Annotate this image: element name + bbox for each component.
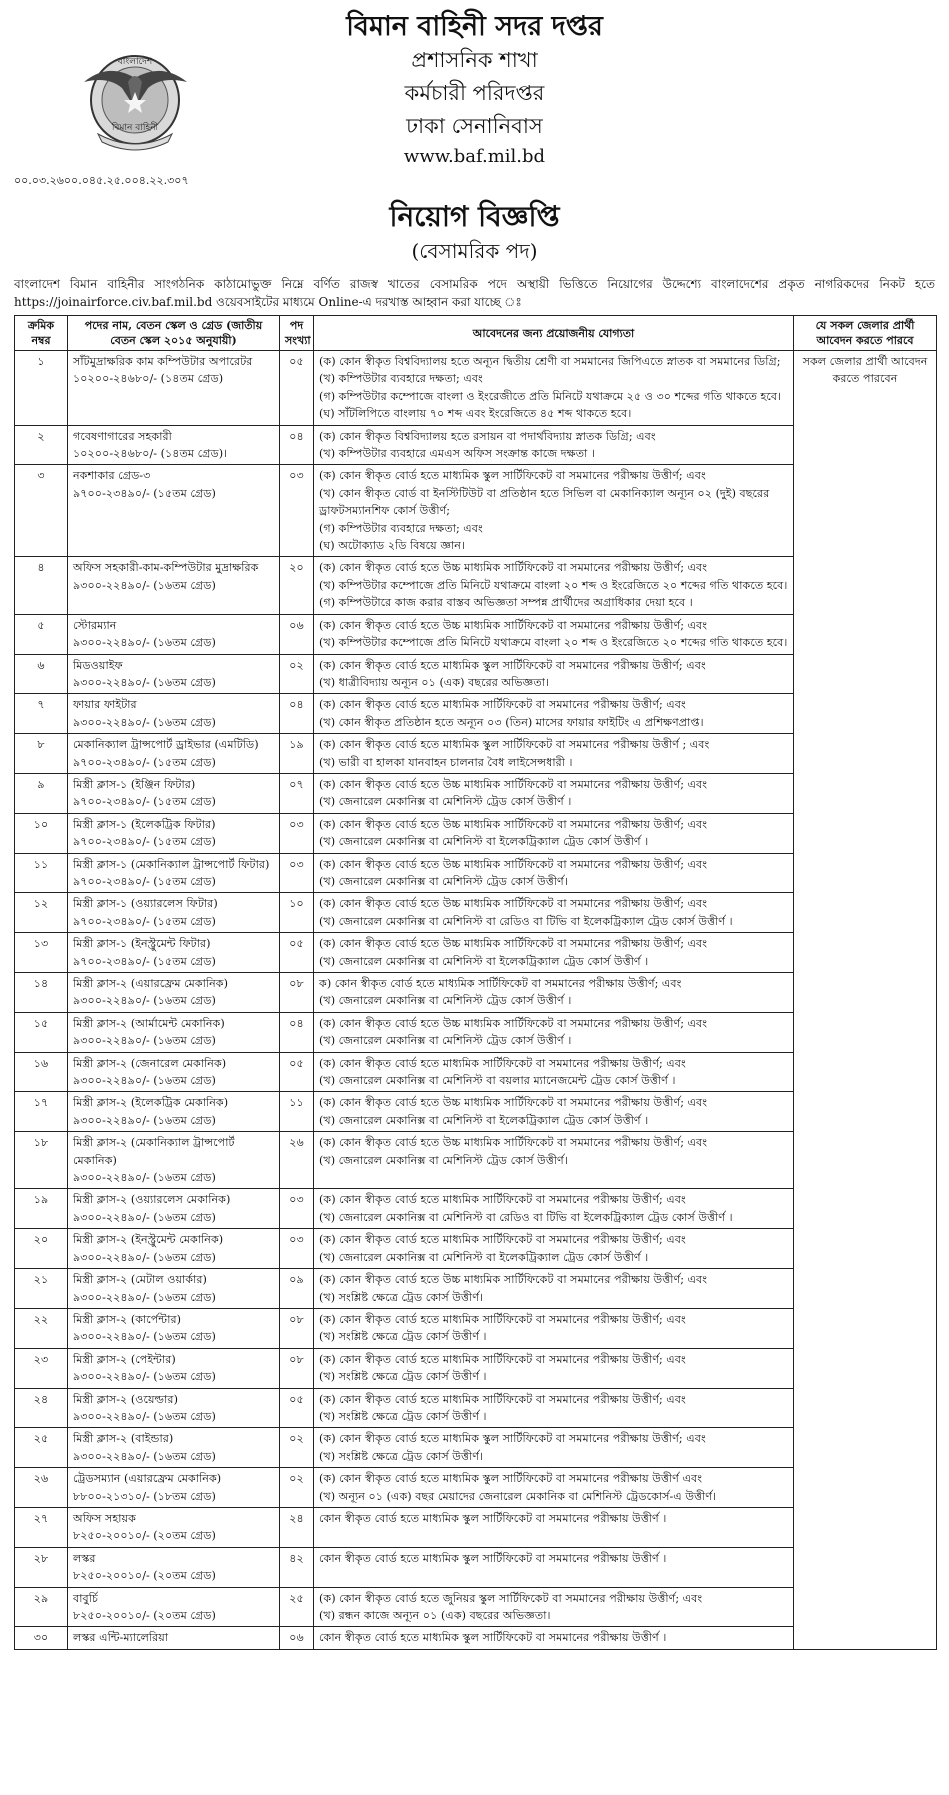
table-header-row — [15, 316, 937, 351]
post-cell — [68, 933, 280, 973]
qualification-line: (খ) জেনারেল মেকানিক্স বা মেশিনিস্ট ট্রেড কোর্স উত্তীর্ণ। — [319, 874, 568, 888]
post-cell — [68, 1189, 280, 1229]
post-count-cell: ০৫ — [280, 1052, 314, 1092]
post-count-cell: ০৩ — [280, 853, 314, 893]
post-cell — [68, 1428, 280, 1468]
qualification-line: (ক) কোন স্বীকৃত বোর্ড হতে মাধ্যমিক সার্টিফিকেট বা সমমানের পরীক্ষায় উত্তীর্ণ; এবং — [319, 1352, 686, 1366]
qualification-line: (খ) কম্পিউটার ব্যবহারে দক্ষতা; এবং — [319, 372, 483, 386]
post-count-cell: ২৪ — [280, 1507, 314, 1547]
qualification-line: (খ) জেনারেল মেকানিক্স বা মেশিনিস্ট ট্রেড কোর্স উত্তীর্ণ । — [319, 994, 572, 1008]
post-name: মিস্ত্রী ক্লাস-২ (ওয়্যারলেস মেকানিক) — [73, 1193, 231, 1207]
qualification-line: (খ) জেনারেল মেকানিক্স বা মেশিনিস্ট বা ইলেকট্রিক্যাল ট্রেড কোর্স উত্তীর্ণ । — [319, 1250, 649, 1264]
qualification-line: (গ) কম্পিউটার কম্পোজে বাংলা ও ইংরেজীতে প্রতি মিনিটে যথাক্রমে ২৫ ও ৩০ শব্দের গতি থাকতে হবে। — [319, 389, 782, 403]
qualification-line: (গ) কম্পিউটারে কাজ করার বাস্তব অভিজ্ঞতা সম্পন্ন প্রার্থীদের অগ্রাধিকার দেয়া হবে । — [319, 596, 693, 610]
memo-number: ০০.০৩.২৬০০.০৪৫.২৫.০০৪.২২.৩০৭ — [14, 174, 189, 187]
post-cell — [68, 465, 280, 557]
post-count-cell: ০৪ — [280, 425, 314, 465]
qualification-line: (ক) কোন স্বীকৃত বিশ্ববিদ্যালয় হতে রসায়ন বা পদার্থবিদ্যায় স্নাতক ডিগ্রি; এবং — [319, 429, 656, 443]
post-count-cell: ০৩ — [280, 1229, 314, 1269]
pay-scale: ৯৭০০-২৩৪৯০/- (১৫তম গ্রেড) — [73, 795, 216, 809]
qualification-line: (ক) কোন স্বীকৃত বোর্ড হতে মাধ্যমিক সার্টিফিকেট বা সমমানের পরীক্ষায় উত্তীর্ণ; এবং — [319, 1392, 686, 1406]
qualification-line: কোন স্বীকৃত বোর্ড হতে মাধ্যমিক স্কুল সার্টিফিকেট বা সমমানের পরীক্ষায় উত্তীর্ণ । — [319, 1631, 667, 1645]
post-count-cell: ০৮ — [280, 1308, 314, 1348]
serial-cell: ১১ — [15, 853, 68, 893]
serial-cell: ১৬ — [15, 1052, 68, 1092]
post-cell — [68, 1507, 280, 1547]
post-count-cell: ০২ — [280, 1468, 314, 1508]
post-name: মিস্ত্রী ক্লাস-২ (মেকানিক্যাল ট্রান্সপোর্ট মেকানিক) — [73, 1136, 235, 1167]
post-cell — [68, 813, 280, 853]
qualification-line: (খ) কম্পিউটার কম্পোজে প্রতি মিনিটে যথাক্রমে বাংলা ২০ শব্দ ও ইংরেজিতে ২০ শব্দের গতি থাকতে হবে। — [319, 636, 788, 650]
qualification-line: কোন স্বীকৃত বোর্ড হতে মাধ্যমিক স্কুল সার্টিফিকেট বা সমমানের পরীক্ষায় উত্তীর্ণ । — [319, 1551, 667, 1565]
serial-cell: ১০ — [15, 813, 68, 853]
post-count-cell: ০৩ — [280, 465, 314, 557]
post-cell — [68, 557, 280, 614]
qualification-cell — [314, 1189, 794, 1229]
post-name: মিস্ত্রী ক্লাস-২ (ইনস্ট্রুমেন্ট মেকানিক) — [73, 1233, 224, 1247]
post-cell — [68, 1012, 280, 1052]
posts-table — [14, 315, 937, 1650]
qualification-cell — [314, 973, 794, 1013]
qualification-line: (খ) ধাত্রীবিদ্যায় অন্যূন ০১ (এক) বছরের অভিজ্ঞতা। — [319, 675, 550, 689]
post-cell — [68, 1269, 280, 1309]
post-count-cell: ০৮ — [280, 1348, 314, 1388]
post-cell — [68, 614, 280, 654]
serial-cell: ২৪ — [15, 1388, 68, 1428]
post-cell — [68, 1132, 280, 1189]
post-name: মিস্ত্রী ক্লাস-২ (আর্মামেন্ট মেকানিক) — [73, 1016, 225, 1030]
post-name: সাঁটমুদ্রাক্ষরিক কাম কম্পিউটার অপারেটর — [73, 355, 253, 368]
qualification-line: (খ) সংশ্লিষ্ট ক্ষেত্রে ট্রেড কোর্স উত্তীর্ণ। — [319, 1290, 483, 1304]
pay-scale: ৯৩০০-২২৪৯০/- (১৬তম গ্রেড) — [73, 1330, 216, 1344]
pay-scale: ৯৩০০-২২৪৯০/- (১৬তম গ্রেড) — [73, 675, 216, 689]
post-count-cell: ০৬ — [280, 1627, 314, 1649]
qualification-line: (খ) জেনারেল মেকানিক্স বা মেশিনিস্ট বা ইলেকট্রিক্যাল ট্রেড কোর্স উত্তীর্ণ । — [319, 1113, 649, 1127]
qualification-line: (ক) কোন স্বীকৃত বোর্ড হতে উচ্চ মাধ্যমিক সার্টিফিকেট বা সমমানের পরীক্ষায় উত্তীর্ণ; এবং — [319, 1273, 708, 1287]
qualification-line: (খ) সংশ্লিষ্ট ক্ষেত্রে ট্রেড কোর্স উত্তীর্ণ । — [319, 1330, 487, 1344]
post-count-cell: ০৭ — [280, 773, 314, 813]
org-branch: প্রশাসনিক শাখা — [411, 48, 538, 72]
post-name: লস্কর — [73, 1551, 96, 1565]
serial-cell: ৭ — [15, 694, 68, 734]
post-name: বাবুর্চি — [73, 1591, 98, 1605]
post-name: মিস্ত্রী ক্লাস-২ (জেনারেল মেকানিক) — [73, 1056, 227, 1070]
qualification-line: (খ) জেনারেল মেকানিক্স বা মেশিনিস্ট বা ইলেকট্রিক্যাল ট্রেড কোর্স উত্তীর্ণ । — [319, 954, 649, 968]
post-count-cell: ০২ — [280, 1428, 314, 1468]
qualification-cell — [314, 614, 794, 654]
post-name: মেকানিক্যাল ট্রান্সপোর্ট ড্রাইভার (এমটিডি) — [73, 738, 259, 752]
post-count-cell: ১১ — [280, 1092, 314, 1132]
post-name: মিস্ত্রী ক্লাস-২ (ইলেকট্রিক মেকানিক) — [73, 1096, 229, 1110]
pay-scale: ৮২৫০-২০০১০/- (২০তম গ্রেড) — [73, 1529, 216, 1543]
pay-scale: ৯৩০০-২২৪৯০/- (১৬তম গ্রেড) — [73, 1449, 216, 1463]
serial-cell: ১৭ — [15, 1092, 68, 1132]
post-cell — [68, 1587, 280, 1627]
qualification-line: (ক) কোন স্বীকৃত বোর্ড হতে উচ্চ মাধ্যমিক সার্টিফিকেট বা সমমানের পরীক্ষায় উত্তীর্ণ; এবং — [319, 618, 708, 632]
post-name: স্টোরম্যান — [73, 618, 117, 632]
post-count-cell: ০৫ — [280, 1388, 314, 1428]
post-name: মিস্ত্রী ক্লাস-২ (কার্পেন্টার) — [73, 1312, 181, 1326]
pay-scale: ৮২৫০-২০০১০/- (২০তম গ্রেড) — [73, 1609, 216, 1622]
qualification-cell — [314, 1587, 794, 1627]
qualification-line: (খ) জেনারেল মেকানিক্স বা মেশিনিস্ট বা রেডিও বা টিভি বা ইলেকট্রিক্যাল ট্রেড কোর্স উত্তীর্ণ । — [319, 1210, 733, 1224]
pay-scale: ৯৩০০-২২৪৯০/- (১৬তম গ্রেড) — [73, 1210, 216, 1224]
post-count-cell: ০৫ — [280, 933, 314, 973]
post-count-cell: ১০ — [280, 893, 314, 933]
qualification-cell — [314, 1348, 794, 1388]
post-cell — [68, 654, 280, 694]
pay-scale: ৯৭০০-২৩৪৯০/- (১৫তম গ্রেড) — [73, 486, 216, 500]
serial-cell: ২৭ — [15, 1507, 68, 1547]
post-cell — [68, 1388, 280, 1428]
qualification-line: ক) কোন স্বীকৃত বোর্ড হতে মাধ্যমিক সার্টিফিকেট বা সমমানের পরীক্ষায় উত্তীর্ণ; এবং — [319, 977, 682, 990]
org-website: www.baf.mil.bd — [403, 146, 546, 167]
qualification-line: (গ) কম্পিউটার ব্যবহারে দক্ষতা; এবং — [319, 521, 483, 535]
post-name: মিস্ত্রী ক্লাস-১ (ইলেকট্রিক ফিটার) — [73, 817, 216, 831]
post-cell — [68, 351, 280, 426]
post-count-cell: ০৪ — [280, 694, 314, 734]
pay-scale: ৯৩০০-২২৪৯০/- (১৬তম গ্রেড) — [73, 715, 216, 729]
post-name: মিস্ত্রী ক্লাস-১ (ইনস্ট্রুমেন্ট ফিটার) — [73, 937, 211, 951]
qualification-line: (ক) কোন স্বীকৃত বোর্ড হতে মাধ্যমিক সার্টিফিকেট বা সমমানের পরীক্ষায় উত্তীর্ণ; এবং — [319, 1312, 686, 1326]
pay-scale: ৯৭০০-২৩৪৯০/- (১৫তম গ্রেড) — [73, 874, 216, 888]
qualification-line: (ক) কোন স্বীকৃত বোর্ড হতে মাধ্যমিক সার্টিফিকেট বা সমমানের পরীক্ষায় উত্তীর্ণ; এবং — [319, 1056, 686, 1070]
pay-scale: ৯৩০০-২২৪৯০/- (১৬তম গ্রেড) — [73, 1250, 216, 1264]
serial-cell: ২১ — [15, 1269, 68, 1309]
serial-cell: ২৯ — [15, 1587, 68, 1627]
qualification-cell — [314, 1052, 794, 1092]
serial-cell: ২০ — [15, 1229, 68, 1269]
post-count-cell: ০৩ — [280, 813, 314, 853]
qualification-line: (ক) কোন স্বীকৃত বোর্ড হতে উচ্চ মাধ্যমিক সার্টিফিকেট বা সমমানের পরীক্ষায় উত্তীর্ণ; এবং — [319, 777, 708, 791]
serial-cell: ১৪ — [15, 973, 68, 1013]
serial-cell: ২২ — [15, 1308, 68, 1348]
qualification-cell — [314, 1627, 794, 1649]
header-count: পদ সংখ্যা — [280, 316, 314, 351]
post-cell — [68, 1052, 280, 1092]
table-body — [15, 351, 937, 1650]
qualification-line: (ক) কোন স্বীকৃত বোর্ড হতে মাধ্যমিক স্কুল সার্টিফিকেট বা সমমানের পরীক্ষায় উত্তীর্ণ ; এবং — [319, 738, 710, 752]
qualification-cell — [314, 1229, 794, 1269]
qualification-cell — [314, 734, 794, 774]
notice-subtitle: (বেসামরিক পদ) — [411, 239, 538, 263]
qualification-cell — [314, 694, 794, 734]
qualification-line: (ক) কোন স্বীকৃত বোর্ড হতে উচ্চ মাধ্যমিক সার্টিফিকেট বা সমমানের পরীক্ষায় উত্তীর্ণ; এবং — [319, 817, 708, 831]
post-cell — [68, 1308, 280, 1348]
pay-scale: ৯৩০০-২২৪৯০/- (১৬তম গ্রেড) — [73, 1113, 216, 1127]
serial-cell: ৯ — [15, 773, 68, 813]
pay-scale: ৯৩০০-২২৪৯০/- (১৬তম গ্রেড) — [73, 1074, 216, 1088]
qualification-cell — [314, 773, 794, 813]
qualification-cell — [314, 893, 794, 933]
qualification-line: (খ) জেনারেল মেকানিক্স বা মেশিনিস্ট বা রেডিও বা টিভি বা ইলেকট্রিক্যাল ট্রেড কোর্স উত্তীর্ণ । — [319, 914, 733, 928]
serial-cell: ১৮ — [15, 1132, 68, 1189]
org-directorate: কর্মচারী পরিদপ্তর — [404, 81, 545, 105]
qualification-line: (ঘ) সাঁটলিপিতে বাংলায় ৭০ শব্দ এবং ইংরেজিতে ৪৫ শব্দ থাকতে হবে। — [319, 407, 632, 421]
qualification-line: (ক) কোন স্বীকৃত বোর্ড হতে উচ্চ মাধ্যমিক সার্টিফিকেট বা সমমানের পরীক্ষায় উত্তীর্ণ; এবং — [319, 897, 708, 911]
post-cell — [68, 893, 280, 933]
qualification-cell — [314, 425, 794, 465]
serial-cell: ১৯ — [15, 1189, 68, 1229]
post-count-cell: ১৯ — [280, 734, 314, 774]
qualification-cell — [314, 1132, 794, 1189]
post-count-cell: ০৬ — [280, 614, 314, 654]
qualification-cell — [314, 853, 794, 893]
serial-cell: ৬ — [15, 654, 68, 694]
qualification-line: কোন স্বীকৃত বোর্ড হতে মাধ্যমিক স্কুল সার্টিফিকেট বা সমমানের পরীক্ষায় উত্তীর্ণ । — [319, 1511, 667, 1525]
pay-scale: ৯৩০০-২২৪৯০/- (১৬তম গ্রেড) — [73, 1409, 216, 1423]
post-count-cell: ২০ — [280, 557, 314, 614]
qualification-cell — [314, 813, 794, 853]
qualification-line: (ক) কোন স্বীকৃত বোর্ড হতে জুনিয়র স্কুল সার্টিফিকেট বা সমমানের পরীক্ষায় উত্তীর্ণ; এবং — [319, 1591, 703, 1605]
qualification-line: (খ) অন্যূন ০১ (এক) বছর মেয়াদের জেনারেল মেকানিক বা মেশিনিস্ট ট্রেডকোর্স-এ উত্তীর্ণ। — [319, 1489, 717, 1503]
pay-scale: ৮২৫০-২০০১০/- (২০তম গ্রেড) — [73, 1569, 216, 1583]
qualification-line: (ক) কোন স্বীকৃত বোর্ড হতে উচ্চ মাধ্যমিক সার্টিফিকেট বা সমমানের পরীক্ষায় উত্তীর্ণ; এবং — [319, 857, 708, 871]
post-name: গবেষণাগারের সহকারী — [73, 429, 172, 443]
post-count-cell: ০৫ — [280, 351, 314, 426]
serial-cell: ৩ — [15, 465, 68, 557]
pay-scale: ৯৭০০-২৩৪৯০/- (১৫তম গ্রেড) — [73, 835, 216, 849]
post-name: মিস্ত্রী ক্লাস-১ (মেকানিক্যাল ট্রান্সপোর্ট ফিটার) — [73, 857, 270, 871]
qualification-line: (ক) কোন স্বীকৃত বোর্ড হতে উচ্চ মাধ্যমিক সার্টিফিকেট বা সমমানের পরীক্ষায় উত্তীর্ণ; এবং — [319, 1136, 708, 1150]
logo-bottom-text: বিমান বাহিনী — [111, 123, 159, 133]
qualification-cell — [314, 1428, 794, 1468]
qualification-cell — [314, 1507, 794, 1547]
serial-cell: ২৫ — [15, 1428, 68, 1468]
notice-title: নিয়োগ বিজ্ঞপ্তি — [389, 200, 560, 233]
post-cell — [68, 1547, 280, 1587]
table-row — [15, 351, 937, 426]
post-cell — [68, 1468, 280, 1508]
pay-scale: ৯৩০০-২২৪৯০/- (১৬তম গ্রেড) — [73, 994, 216, 1008]
post-name: মিস্ত্রী ক্লাস-২ (ওয়েল্ডার) — [73, 1392, 178, 1406]
qualification-line: (ক) কোন স্বীকৃত বোর্ড হতে মাধ্যমিক সার্টিফিকেট বা সমমানের পরীক্ষায় উত্তীর্ণ; এবং — [319, 1233, 686, 1247]
qualification-cell — [314, 1269, 794, 1309]
post-name: লস্কর এন্টি-ম্যালেরিয়া — [73, 1631, 169, 1645]
pay-scale: ৯৩০০-২২৪৯০/- (১৬তম গ্রেড) — [73, 1034, 216, 1048]
post-cell — [68, 425, 280, 465]
qualification-cell — [314, 1468, 794, 1508]
serial-cell: ২৮ — [15, 1547, 68, 1587]
pay-scale: ৯৩০০-২২৪৯০/- (১৬তম গ্রেড) — [73, 1290, 216, 1304]
pay-scale: ৯৩০০-২২৪৯০/- (১৬তম গ্রেড) — [73, 1171, 216, 1185]
post-cell — [68, 1627, 280, 1649]
pay-scale: ৯৩০০-২২৪৯০/- (১৬তম গ্রেড) — [73, 578, 216, 592]
org-location: ঢাকা সেনানিবাস — [406, 114, 543, 138]
post-name: মিস্ত্রী ক্লাস-১ (ইঞ্জিন ফিটার) — [73, 777, 196, 791]
qualification-line: (ক) কোন স্বীকৃত বোর্ড হতে মাধ্যমিক স্কুল সার্টিফিকেট বা সমমানের পরীক্ষায় উত্তীর্ণ; এবং — [319, 1432, 706, 1446]
header-qualification: আবেদনের জন্য প্রয়োজনীয় যোগ্যতা — [314, 316, 794, 351]
qualification-cell — [314, 1388, 794, 1428]
serial-cell: ৫ — [15, 614, 68, 654]
notice-intro: বাংলাদেশ বিমান বাহিনীর সাংগঠনিক কাঠামোভুক্ত নিম্নে বর্ণিত রাজস্ব খাতের বেসামরিক পদে অস্থায়ী ভিত্তিতে নিয়োগের উদ্দেশ্যে বাংলাদেশের প্রকৃত নাগরিকদের নিকট হতে https://joinairforce.civ.baf.mil.bd ওয়েবসাইটের মাধ্যমে Online-এ দরখাস্ত আহ্বান করা যাচ্ছে ঃ — [14, 277, 935, 309]
post-name: ট্রেডসম্যান (এয়ারফ্রেম মেকানিক) — [73, 1472, 222, 1486]
post-cell — [68, 1348, 280, 1388]
post-name: মিস্ত্রী ক্লাস-১ (ওয়্যারলেস ফিটার) — [73, 897, 218, 911]
qualification-line: (খ) ভারী বা হালকা যানবাহন চালনার বৈধ লাইসেন্সধারী । — [319, 755, 573, 769]
qualification-line: (খ) কোন স্বীকৃত বোর্ড বা ইনস্টিটিউট বা প্রতিষ্ঠান হতে সিভিল বা মেকানিক্যাল অন্যূন ০২ (দুই) বছরের ড্রাফটসম্যানশিফ কোর্স উত্তীর্ণ; — [319, 486, 770, 518]
qualification-line: (ঘ) অটোক্যাড ২ডি বিষয়ে জ্ঞান। — [319, 539, 465, 553]
qualification-line: (খ) জেনারেল মেকানিক্স বা মেশিনিস্ট ট্রেড কোর্স উত্তীর্ণ । — [319, 795, 572, 809]
qualification-cell — [314, 351, 794, 426]
qualification-cell — [314, 557, 794, 614]
qualification-cell — [314, 1012, 794, 1052]
post-count-cell: ২৫ — [280, 1587, 314, 1627]
post-cell — [68, 853, 280, 893]
qualification-line: (ক) কোন স্বীকৃত বোর্ড হতে উচ্চ মাধ্যমিক সার্টিফিকেট বা সমমানের পরীক্ষায় উত্তীর্ণ; এবং — [319, 561, 708, 575]
qualification-cell — [314, 1092, 794, 1132]
pay-scale: ৯৭০০-২৩৪৯০/- (১৫তম গ্রেড) — [73, 755, 216, 769]
qualification-line: (ক) কোন স্বীকৃত বোর্ড হতে উচ্চ মাধ্যমিক সার্টিফিকেট বা সমমানের পরীক্ষায় উত্তীর্ণ; এবং — [319, 1096, 708, 1110]
serial-cell: ২৩ — [15, 1348, 68, 1388]
serial-cell: ৩০ — [15, 1627, 68, 1649]
qualification-line: (খ) রন্ধন কাজে অন্যূন ০১ (এক) বছরের অভিজ্ঞতা। — [319, 1609, 551, 1622]
qualification-cell — [314, 465, 794, 557]
post-name: মিস্ত্রী ক্লাস-২ (মেটাল ওয়ার্কার) — [73, 1273, 207, 1287]
post-name: মিস্ত্রী ক্লাস-২ (পেইন্টার) — [73, 1352, 176, 1366]
post-name: নকশাকার গ্রেড-৩ — [73, 469, 151, 483]
post-name: মিস্ত্রী ক্লাস-২ (এয়ারফ্রেম মেকানিক) — [73, 977, 228, 990]
qualification-line: (খ) জেনারেল মেকানিক্স বা মেশিনিস্ট বা বয়লার ম্যানেজমেন্ট ট্রেড কোর্স উত্তীর্ণ । — [319, 1074, 676, 1088]
post-cell — [68, 1229, 280, 1269]
qualification-cell — [314, 654, 794, 694]
district-cell: সকল জেলার প্রার্থী আবেদন করতে পারবেন — [794, 351, 937, 1650]
post-name: ফায়ার ফাইটার — [73, 698, 137, 712]
qualification-line: (খ) কম্পিউটার কম্পোজে প্রতি মিনিটে যথাক্রমে বাংলা ২০ শব্দ ও ইংরেজিতে ২০ শব্দের গতি থাকতে হবে। — [319, 578, 788, 592]
serial-cell: ৮ — [15, 734, 68, 774]
org-title: বিমান বাহিনী সদর দপ্তর — [346, 11, 603, 42]
post-name: অফিস সহকারী-কাম-কম্পিউটার মুদ্রাক্ষরিক — [73, 561, 259, 575]
post-count-cell: ০৯ — [280, 1269, 314, 1309]
qualification-line: (খ) কম্পিউটার ব্যবহারে এমএস অফিস সংক্রান্ত কাজে দক্ষতা । — [319, 447, 595, 461]
header-district: যে সকল জেলার প্রার্থী আবেদন করতে পারবে — [794, 316, 937, 351]
header — [0, 0, 949, 215]
post-count-cell: ০৮ — [280, 973, 314, 1013]
pay-scale: ৮৮০০-২১৩১০/- (১৮তম গ্রেড) — [73, 1489, 216, 1503]
pay-scale: ৯৭০০-২৩৪৯০/- (১৫তম গ্রেড) — [73, 954, 216, 968]
qualification-line: (ক) কোন স্বীকৃত বোর্ড হতে মাধ্যমিক স্কুল সার্টিফিকেট বা সমমানের পরীক্ষায় উত্তীর্ণ; এবং — [319, 469, 706, 483]
post-cell — [68, 773, 280, 813]
post-name: মিস্ত্রী ক্লাস-২ (বাইন্ডার) — [73, 1432, 174, 1446]
post-cell — [68, 694, 280, 734]
post-name: মিডওয়াইফ — [73, 658, 123, 672]
qualification-cell — [314, 933, 794, 973]
post-cell — [68, 973, 280, 1013]
pay-scale: ১০২০০-২৪৬৮০/- (১৪তম গ্রেড) — [73, 372, 224, 386]
post-name: অফিস সহায়ক — [73, 1511, 136, 1525]
pay-scale: ৯৩০০-২২৪৯০/- (১৬তম গ্রেড) — [73, 1370, 216, 1384]
serial-cell: ১৩ — [15, 933, 68, 973]
qualification-line: (খ) সংশ্লিষ্ট ক্ষেত্রে ট্রেড কোর্স উত্তীর্ণ। — [319, 1449, 483, 1463]
qualification-line: (ক) কোন স্বীকৃত বোর্ড হতে উচ্চ মাধ্যমিক সার্টিফিকেট বা সমমানের পরীক্ষায় উত্তীর্ণ; এবং — [319, 937, 708, 951]
post-count-cell: ০২ — [280, 654, 314, 694]
pay-scale: ৯৭০০-২৩৪৯০/- (১৫তম গ্রেড) — [73, 914, 216, 928]
qualification-line: (ক) কোন স্বীকৃত বোর্ড হতে মাধ্যমিক স্কুল সার্টিফিকেট বা সমমানের পরীক্ষায় উত্তীর্ণ; এবং — [319, 658, 706, 672]
post-count-cell: ০৪ — [280, 1012, 314, 1052]
serial-cell: ১৫ — [15, 1012, 68, 1052]
post-count-cell: ২৬ — [280, 1132, 314, 1189]
qualification-line: (ক) কোন স্বীকৃত বোর্ড হতে মাধ্যমিক স্কুল সার্টিফিকেট বা সমমানের পরীক্ষায় উত্তীর্ণ এবং — [319, 1472, 703, 1486]
qualification-line: (খ) কোন স্বীকৃত প্রতিষ্ঠান হতে অন্যূন ০৩ (তিন) মাসের ফায়ার ফাইটিং এ প্রশিক্ষণপ্রাপ্ত। — [319, 715, 704, 729]
qualification-line: (খ) জেনারেল মেকানিক্স বা মেশিনিস্ট বা ইলেকট্রিক্যাল ট্রেড কোর্স উত্তীর্ণ । — [319, 835, 649, 849]
pay-scale: ৯৩০০-২২৪৯০/- (১৬তম গ্রেড) — [73, 636, 216, 650]
qualification-line: (ক) কোন স্বীকৃত বোর্ড হতে মাধ্যমিক সার্টিফিকেট বা সমমানের পরীক্ষায় উত্তীর্ণ; এবং — [319, 698, 686, 712]
post-count-cell: ৪২ — [280, 1547, 314, 1587]
qualification-line: (খ) সংশ্লিষ্ট ক্ষেত্রে ট্রেড কোর্স উত্তীর্ণ । — [319, 1409, 487, 1423]
qualification-cell — [314, 1547, 794, 1587]
post-count-cell: ০৩ — [280, 1189, 314, 1229]
serial-cell: ২ — [15, 425, 68, 465]
qualification-line: (ক) কোন স্বীকৃত বিশ্ববিদ্যালয় হতে অন্যূন দ্বিতীয় শ্রেণী বা সমমানের জিপিএতে স্নাতক বা সমমানের ডিগ্রি; — [319, 355, 781, 368]
serial-cell: ২৬ — [15, 1468, 68, 1508]
logo-top-text: বাংলাদেশ — [117, 57, 153, 67]
qualification-line: (খ) জেনারেল মেকানিক্স বা মেশিনিস্ট ট্রেড কোর্স উত্তীর্ণ । — [319, 1034, 572, 1048]
header-post: পদের নাম, বেতন স্কেল ও গ্রেড (জাতীয় বেতন স্কেল ২০১৫ অনুযায়ী) — [68, 316, 280, 351]
post-cell — [68, 1092, 280, 1132]
serial-cell: ১২ — [15, 893, 68, 933]
post-cell — [68, 734, 280, 774]
header-serial: ক্রমিক নম্বর — [15, 316, 68, 351]
qualification-line: (ক) কোন স্বীকৃত বোর্ড হতে মাধ্যমিক সার্টিফিকেট বা সমমানের পরীক্ষায় উত্তীর্ণ; এবং — [319, 1193, 686, 1207]
serial-cell: ১ — [15, 351, 68, 426]
qualification-line: (খ) জেনারেল মেকানিক্স বা মেশিনিস্ট ট্রেড কোর্স উত্তীর্ণ। — [319, 1153, 568, 1167]
qualification-line: (খ) সংশ্লিষ্ট ক্ষেত্রে ট্রেড কোর্স উত্তীর্ণ । — [319, 1370, 487, 1384]
qualification-line: (ক) কোন স্বীকৃত বোর্ড হতে উচ্চ মাধ্যমিক সার্টিফিকেট বা সমমানের পরীক্ষায় উত্তীর্ণ; এবং — [319, 1016, 708, 1030]
serial-cell: ৪ — [15, 557, 68, 614]
pay-scale: ১০২০০-২৪৬৮০/- (১৪তম গ্রেড)। — [73, 447, 228, 461]
qualification-cell — [314, 1308, 794, 1348]
